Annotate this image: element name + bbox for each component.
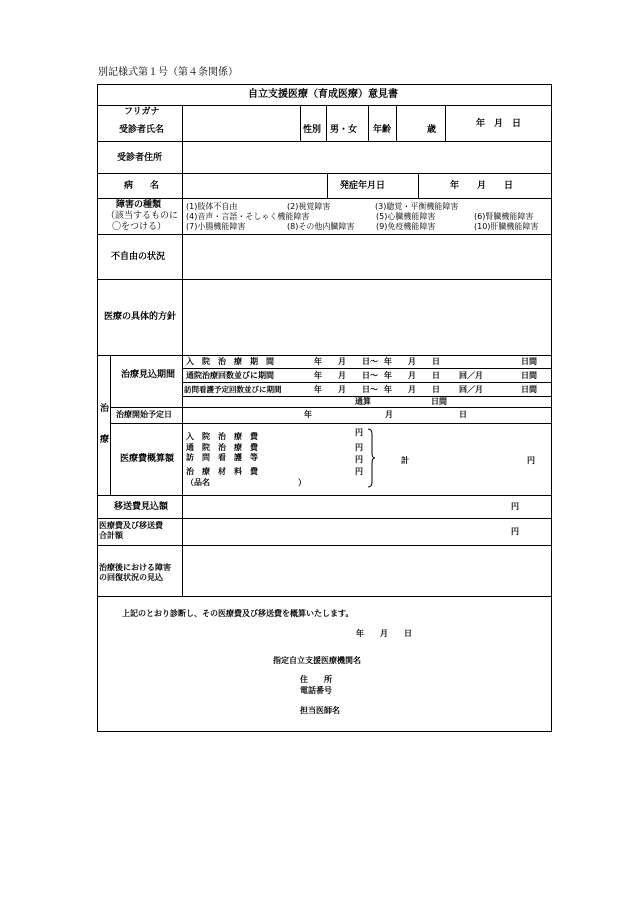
rule <box>97 279 552 280</box>
rule <box>97 518 552 519</box>
inpatient-cost-label: 入 院 治 療 費 <box>186 432 258 441</box>
outpatient-cost-unit: 円 <box>355 443 363 452</box>
rule <box>327 173 328 198</box>
treatment-side-label: 療 <box>100 435 110 445</box>
rule <box>445 105 446 141</box>
total-period-unit: 日間 <box>431 397 447 406</box>
disability-item: (9)免疫機能障害 <box>376 222 436 231</box>
outpatient-period-label: 通院治療回数並びに期間 <box>186 371 274 380</box>
rule <box>368 105 369 141</box>
disease-label-2: 名 <box>150 181 160 191</box>
patient-name-label: 受診者氏名 <box>119 125 165 135</box>
rule <box>97 234 552 235</box>
rule <box>396 105 397 141</box>
combined-cost-label: 医療費及び移送費 <box>99 521 163 530</box>
treatment-plan-label: 医療の具体的方針 <box>104 312 177 322</box>
phone-label: 電話番号 <box>300 686 332 695</box>
disability-item: (1)肢体不自由 <box>186 202 238 211</box>
brace-icon <box>367 428 375 488</box>
outpatient-days: 日間 <box>521 371 537 380</box>
onset-date: 年 月 日 <box>450 181 514 191</box>
date-of-birth: 年 月 日 <box>476 119 522 129</box>
rule <box>97 355 552 356</box>
recovery-outlook-label: の回復状況の見込 <box>99 573 163 582</box>
rule <box>326 105 327 141</box>
disability-label-2: （該当するものに <box>106 211 179 221</box>
rule <box>97 141 552 142</box>
home-nursing-to: 年 月 日 <box>384 385 440 394</box>
outpatient-frequency: 回／月 <box>459 371 483 380</box>
inpatient-to: 年 月 日 <box>384 357 440 366</box>
disability-item: (6)腎臓機能障害 <box>474 212 534 221</box>
form-title: 自立支援医療（育成医療）意見書 <box>248 89 398 100</box>
start-year: 年 <box>304 410 312 419</box>
inpatient-period-label: 入 院 治 療 期 間 <box>186 357 274 366</box>
disability-item: (10)肝臓機能障害 <box>474 222 539 231</box>
material-cost-unit: 円 <box>355 467 363 476</box>
patient-address-label: 受診者住所 <box>117 153 163 163</box>
form-number-note: 別記様式第１号（第４条関係） <box>98 67 238 78</box>
sex-value: 男・女 <box>330 125 358 135</box>
rule <box>182 105 183 596</box>
institution-address-label: 住 所 <box>300 675 332 684</box>
cost-estimate-label: 医療費概算額 <box>120 454 175 464</box>
home-nursing-days: 日間 <box>521 385 537 394</box>
inpatient-cost-unit: 円 <box>355 428 363 437</box>
impairment-status-label: 不自由の状況 <box>111 252 166 262</box>
treatment-side-label: 治 <box>100 404 110 414</box>
transport-cost-label: 移送費見込額 <box>114 502 169 512</box>
disability-item: (3)聴覚・平衡機能障害 <box>375 202 459 211</box>
home-nursing-cost-label: 訪 問 看 護 等 <box>186 453 258 462</box>
combined-cost-label: 合計額 <box>99 531 123 540</box>
total-cost-unit: 円 <box>527 456 535 465</box>
total-period-label: 通算 <box>355 397 371 406</box>
recovery-outlook-label: 治療後における障害 <box>99 563 171 572</box>
rule <box>97 198 552 199</box>
rule <box>97 596 552 597</box>
disability-item: (2)視覚障害 <box>287 202 331 211</box>
rule <box>110 407 552 408</box>
combined-cost-unit: 円 <box>511 527 519 536</box>
home-nursing-from: 年 月 日～ <box>314 385 378 394</box>
rule <box>418 173 419 198</box>
rule <box>97 495 552 496</box>
disability-label-3: 〇をつける） <box>112 222 167 232</box>
start-date-label: 治療開始予定日 <box>116 410 172 419</box>
material-cost-label: 治 療 材 料 費 <box>186 467 258 476</box>
start-month: 月 <box>385 410 393 419</box>
item-name-field: （品名 ） <box>186 478 306 487</box>
disability-item: (4)音声・言語・そしゃく機能障害 <box>186 212 310 221</box>
diagnosis-statement: 上記のとおり診断し、その医療費及び移送費を概算いたします。 <box>122 609 354 618</box>
outpatient-cost-label: 通 院 治 療 費 <box>186 443 258 452</box>
inpatient-days: 日間 <box>521 357 537 366</box>
institution-label: 指定自立支援医療機関名 <box>273 656 361 665</box>
rule <box>97 545 552 546</box>
home-nursing-period-label: 訪問看護予定回数並びに期間 <box>184 385 282 394</box>
furigana-label: フリガナ <box>124 107 160 117</box>
age-label: 年齢 <box>373 125 392 135</box>
sex-label: 性別 <box>303 125 322 135</box>
treatment-period-label: 治療見込期間 <box>121 370 176 380</box>
home-nursing-cost-unit: 円 <box>355 455 363 464</box>
outpatient-to: 年 月 日 <box>384 371 440 380</box>
disability-item: (8)その他内臓障害 <box>287 222 355 231</box>
onset-date-label: 発症年月日 <box>340 181 386 191</box>
age-unit: 歳 <box>427 125 437 135</box>
start-day: 日 <box>459 410 467 419</box>
disability-item: (5)心臓機能障害 <box>376 212 436 221</box>
outpatient-from: 年 月 日～ <box>314 371 378 380</box>
signature-date: 年 月 日 <box>356 629 412 638</box>
disease-label-1: 病 <box>124 181 134 191</box>
disability-item: (7)小腸機能障害 <box>186 222 246 231</box>
rule <box>182 382 552 383</box>
rule <box>182 368 552 369</box>
doctor-label: 担当医師名 <box>300 706 340 715</box>
disability-label-1: 障害の種類 <box>116 200 162 210</box>
rule <box>300 105 301 141</box>
total-cost-label: 計 <box>401 456 409 465</box>
rule <box>97 173 552 174</box>
rule <box>110 355 111 495</box>
rule <box>110 423 552 424</box>
rule <box>97 105 552 106</box>
inpatient-from: 年 月 日～ <box>314 357 378 366</box>
home-nursing-frequency: 回／月 <box>459 385 483 394</box>
transport-cost-unit: 円 <box>511 502 519 511</box>
